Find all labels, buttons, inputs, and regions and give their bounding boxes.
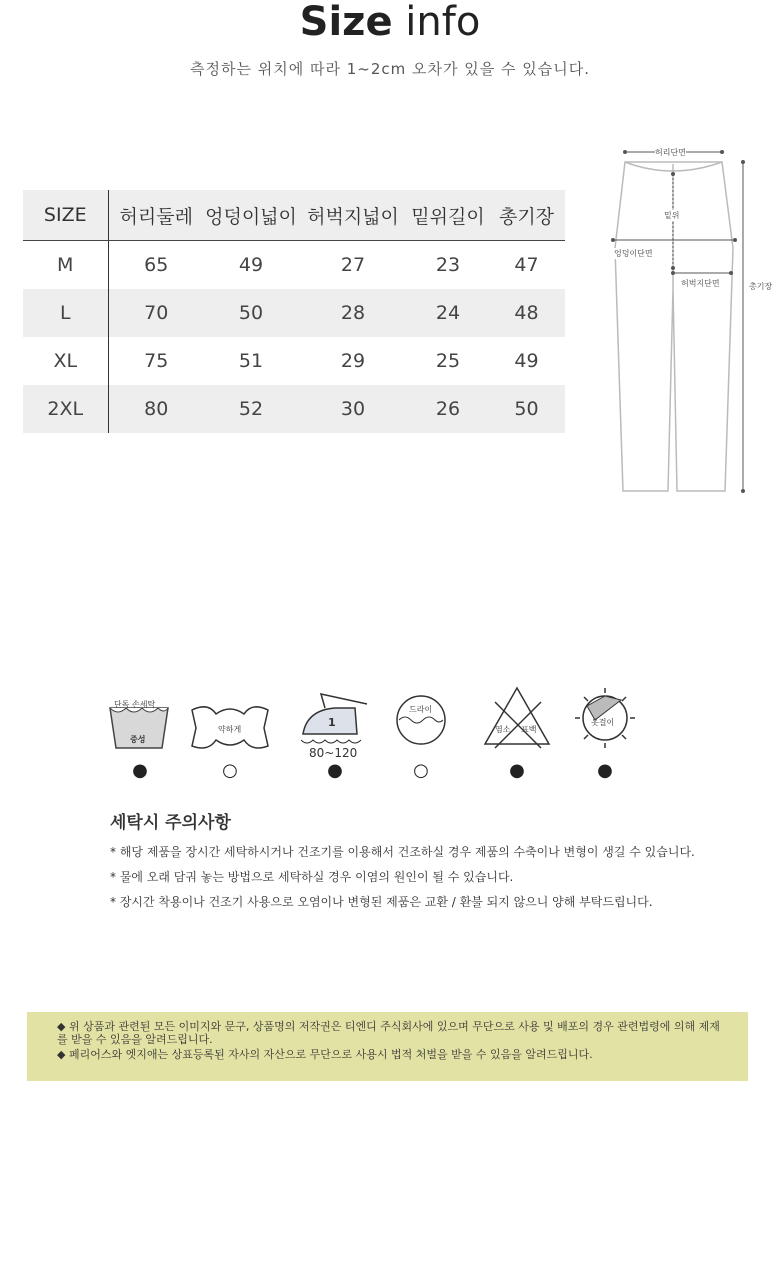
table-cell: 52 <box>204 385 298 433</box>
table-row <box>23 385 565 433</box>
size-table <box>23 190 565 433</box>
copyright-notice <box>27 1012 748 1081</box>
copyright-line: ◆ 위 상품과 관련된 모든 이미지와 문구, 상품명의 저작권은 티엔디 주식회사에 있으며 무단으로 사용 및 배포의 경우 관련법령에 의해 제재를 받을 수 있음을 알려드립니다. <box>57 1020 720 1046</box>
care-icon-cell <box>190 686 270 796</box>
no-bleach-text-right: 표백 <box>521 725 537 734</box>
hand-wash-bottom-text: 중성 <box>130 735 146 744</box>
hand-wash-icon <box>100 686 180 756</box>
header-cell: 밑위길이 <box>408 190 488 241</box>
thigh-label: 허벅지단면 <box>681 279 720 288</box>
table-cell: 50 <box>488 385 565 433</box>
title-rest: info <box>392 0 481 45</box>
shade-dry-text: 옷걸이 <box>591 718 615 727</box>
table-cell: 27 <box>340 254 366 276</box>
table-row <box>23 289 565 337</box>
table-cell: 29 <box>340 350 366 372</box>
table-cell: 70 <box>108 289 204 337</box>
hand-wash-top-text: 단독 손세탁 <box>114 700 156 709</box>
table-cell: 75 <box>144 350 169 372</box>
table-cell: 26 <box>408 385 488 433</box>
care-icons-row <box>95 686 655 796</box>
dry-clean-icon <box>381 686 461 756</box>
rise-label: 밑위 <box>664 211 680 220</box>
table-header-row <box>23 190 565 241</box>
iron-selected-dot: ● <box>327 760 343 781</box>
title-bold: Size <box>299 0 393 45</box>
care-icon-cell <box>565 686 645 796</box>
pants-outline-icon <box>605 138 780 503</box>
table-cell: 65 <box>144 254 169 276</box>
table-row <box>23 337 565 385</box>
hand-wash-selected-dot: ● <box>132 760 148 781</box>
care-note: * 물에 오래 담궈 놓는 방법으로 세탁하실 경우 이염의 원인이 될 수 있습니다. <box>110 870 514 884</box>
table-cell: 49 <box>514 350 539 372</box>
iron-level-text: 1 <box>328 716 336 729</box>
table-cell: L <box>23 289 108 337</box>
shade-dry-selected-dot: ● <box>597 760 613 781</box>
pants-measurement-diagram <box>605 138 780 503</box>
subtitle: 측정하는 위치에 따라 1~2cm 오차가 있을 수 있습니다. <box>190 60 590 78</box>
header-cell: 엉덩이넓이 <box>204 190 298 241</box>
copyright-line: ◆ 페리어스와 엣지애는 상표등록된 자사의 자산으로 무단으로 사용시 법적 처벌을 받을 수 있음을 알려드립니다. <box>57 1048 593 1061</box>
waist-label: 허리단면 <box>655 148 686 157</box>
iron-temp-range: 80~120 <box>309 746 358 760</box>
table-cell: 47 <box>514 254 539 276</box>
care-icon-cell <box>100 686 180 796</box>
table-cell: 2XL <box>23 385 108 433</box>
table-cell: 23 <box>435 254 461 276</box>
table-cell: 24 <box>408 289 488 337</box>
gentle-wring-text: 약하게 <box>218 725 242 734</box>
length-label: 총기장 <box>749 282 773 291</box>
header-cell: SIZE <box>23 190 108 241</box>
hip-label: 엉덩이단면 <box>614 249 653 258</box>
table-cell: 28 <box>298 289 408 337</box>
table-cell: 48 <box>488 289 565 337</box>
care-note: * 장시간 착용이나 건조기 사용으로 오염이나 변형된 제품은 교환 / 환불 되지 않으니 양해 부탁드립니다. <box>110 895 653 909</box>
page-title <box>0 0 780 44</box>
dry-clean-empty-dot: ○ <box>413 760 429 781</box>
care-icon-cell <box>295 686 375 796</box>
care-notes <box>110 840 750 915</box>
header-cell: 허벅지넓이 <box>298 190 408 241</box>
gentle-wring-empty-dot: ○ <box>222 760 238 781</box>
table-cell: 50 <box>204 289 298 337</box>
table-cell: 25 <box>435 350 461 372</box>
table-cell: 49 <box>238 254 264 276</box>
care-icon-cell <box>381 686 461 796</box>
gentle-wring-icon <box>190 686 270 756</box>
no-bleach-text-left: 염소 <box>495 725 511 734</box>
care-note: * 해당 제품을 장시간 세탁하시거나 건조기를 이용해서 건조하실 경우 제품의 수축이나 변형이 생길 수 있습니다. <box>110 845 695 859</box>
no-bleach-selected-dot: ● <box>509 760 525 781</box>
table-cell: 80 <box>108 385 204 433</box>
table-row <box>23 241 565 290</box>
header-cell: 총기장 <box>488 190 565 241</box>
header-cell: 허리둘레 <box>108 190 204 241</box>
dry-clean-text: 드라이 <box>409 705 433 714</box>
care-icon-cell <box>477 686 557 796</box>
table-cell: 51 <box>238 350 264 372</box>
table-cell: 30 <box>298 385 408 433</box>
care-title: 세탁시 주의사항 <box>110 813 231 833</box>
table-cell: XL <box>23 337 108 385</box>
no-bleach-icon <box>477 686 557 756</box>
table-cell: M <box>23 241 108 290</box>
